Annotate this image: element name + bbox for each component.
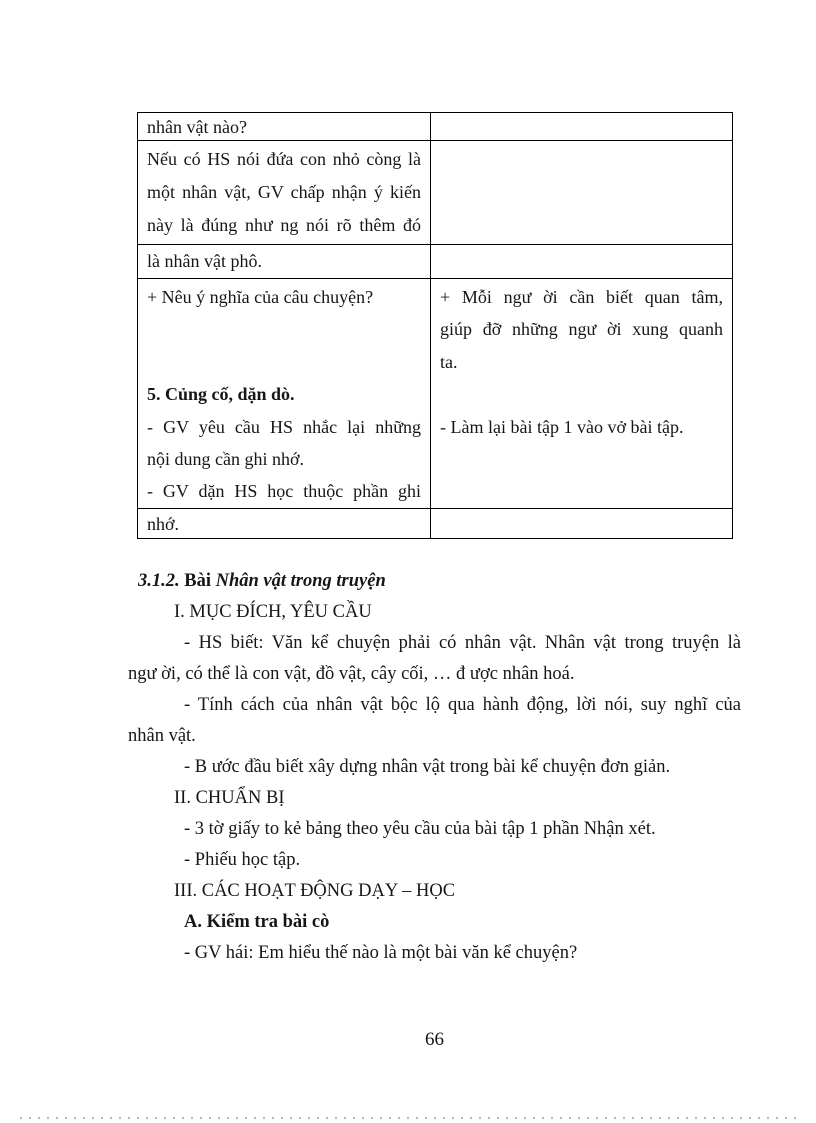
- table-blank-line: [147, 313, 421, 345]
- body-line: A. Kiểm tra bài cò: [184, 912, 330, 932]
- body-line: - Phiếu học tập.: [184, 850, 301, 870]
- table-blank-line: [440, 247, 723, 276]
- table-text-line: + Nêu ý nghĩa của câu chuyện?: [147, 287, 374, 307]
- body-line: - Tính cách của nhân vật bộc lộ qua hành động, lời nói, suy nghĩ của: [184, 695, 741, 715]
- table-blank-line: [440, 115, 723, 139]
- heading-segment: Bài: [184, 571, 216, 591]
- table-text-line: là nhân vật phô.: [147, 251, 262, 271]
- table-row: [138, 245, 733, 279]
- table-row: [138, 279, 733, 509]
- table-text-line: một nhân vật, GV chấp nhận ý kiến: [147, 182, 421, 202]
- body-line: I. MỤC ĐÍCH, YÊU CẦU: [174, 602, 372, 622]
- table-blank-line: [147, 346, 421, 378]
- body-line: nhân vật.: [128, 726, 196, 746]
- heading-segment: Nhân vật trong truyện: [215, 571, 386, 591]
- body-line: - B ước đầu biết xây dựng nhân vật trong bài kể chuyện đơn giản.: [184, 757, 671, 777]
- student-activity-cell: [431, 141, 733, 245]
- body-line: ngư ời, có thể là con vật, đồ vật, cây cối, … đ ược nhân hoá.: [128, 664, 575, 684]
- table-blank-line: [440, 511, 723, 537]
- table-text-line: Nếu có HS nói đứa con nhỏ còng là: [147, 149, 421, 169]
- body-line: III. CÁC HOẠT ĐỘNG DẠY – HỌC: [174, 881, 456, 901]
- teacher-activity-cell: [138, 245, 431, 279]
- teacher-activity-cell: [138, 279, 431, 509]
- table-text-line: 5. Củng cố, dặn dò.: [147, 384, 295, 405]
- table-text-line: + Mỗi ngư ời cần biết quan tâm,: [440, 287, 723, 307]
- table-row: [138, 113, 733, 141]
- table-row: [138, 508, 733, 538]
- table-text-line: ta.: [440, 351, 458, 372]
- student-activity-cell: [431, 245, 733, 279]
- table-blank-line: [440, 143, 723, 176]
- page-break-dotted-line: [20, 1117, 796, 1119]
- teacher-activity-cell: [138, 508, 431, 538]
- table-text-line: nhân vật nào?: [147, 117, 247, 137]
- table-blank-line: [440, 378, 723, 410]
- body-line: - 3 tờ giấy to kẻ bảng theo yêu cầu của bài tập 1 phần Nhận xét.: [184, 819, 656, 839]
- body-line: - GV hái: Em hiểu thế nào là một bài văn kể chuyện?: [184, 943, 578, 963]
- table-text-line: - Làm lại bài tập 1 vào vở bài tập.: [440, 416, 684, 437]
- teacher-activity-cell: [138, 141, 431, 245]
- teacher-activity-cell: [138, 113, 431, 141]
- table-text-line: nhớ.: [147, 513, 180, 534]
- heading-segment: 3.1.2.: [138, 571, 185, 591]
- table-row: [138, 141, 733, 245]
- lesson-plan-table: [137, 112, 733, 539]
- body-line: II. CHUẨN BỊ: [174, 788, 285, 808]
- student-activity-cell: [431, 279, 733, 509]
- body-line: [128, 566, 741, 597]
- page-number: 66: [425, 1029, 444, 1050]
- table-text-line: này là đúng như ng nói rõ thêm đó: [147, 215, 421, 235]
- table-text-line: - GV yêu cầu HS nhắc lại những: [147, 416, 421, 437]
- body-line: - HS biết: Văn kể chuyện phải có nhân vật. Nhân vật trong truyện là: [184, 633, 741, 653]
- student-activity-cell: [431, 508, 733, 538]
- body-section: [128, 566, 741, 969]
- table-text-line: - GV dặn HS học thuộc phần ghi: [147, 481, 421, 502]
- table-text-line: giúp đỡ những ngư ời xung quanh: [440, 319, 723, 340]
- table-text-line: nội dung cần ghi nhớ.: [147, 449, 304, 470]
- student-activity-cell: [431, 113, 733, 141]
